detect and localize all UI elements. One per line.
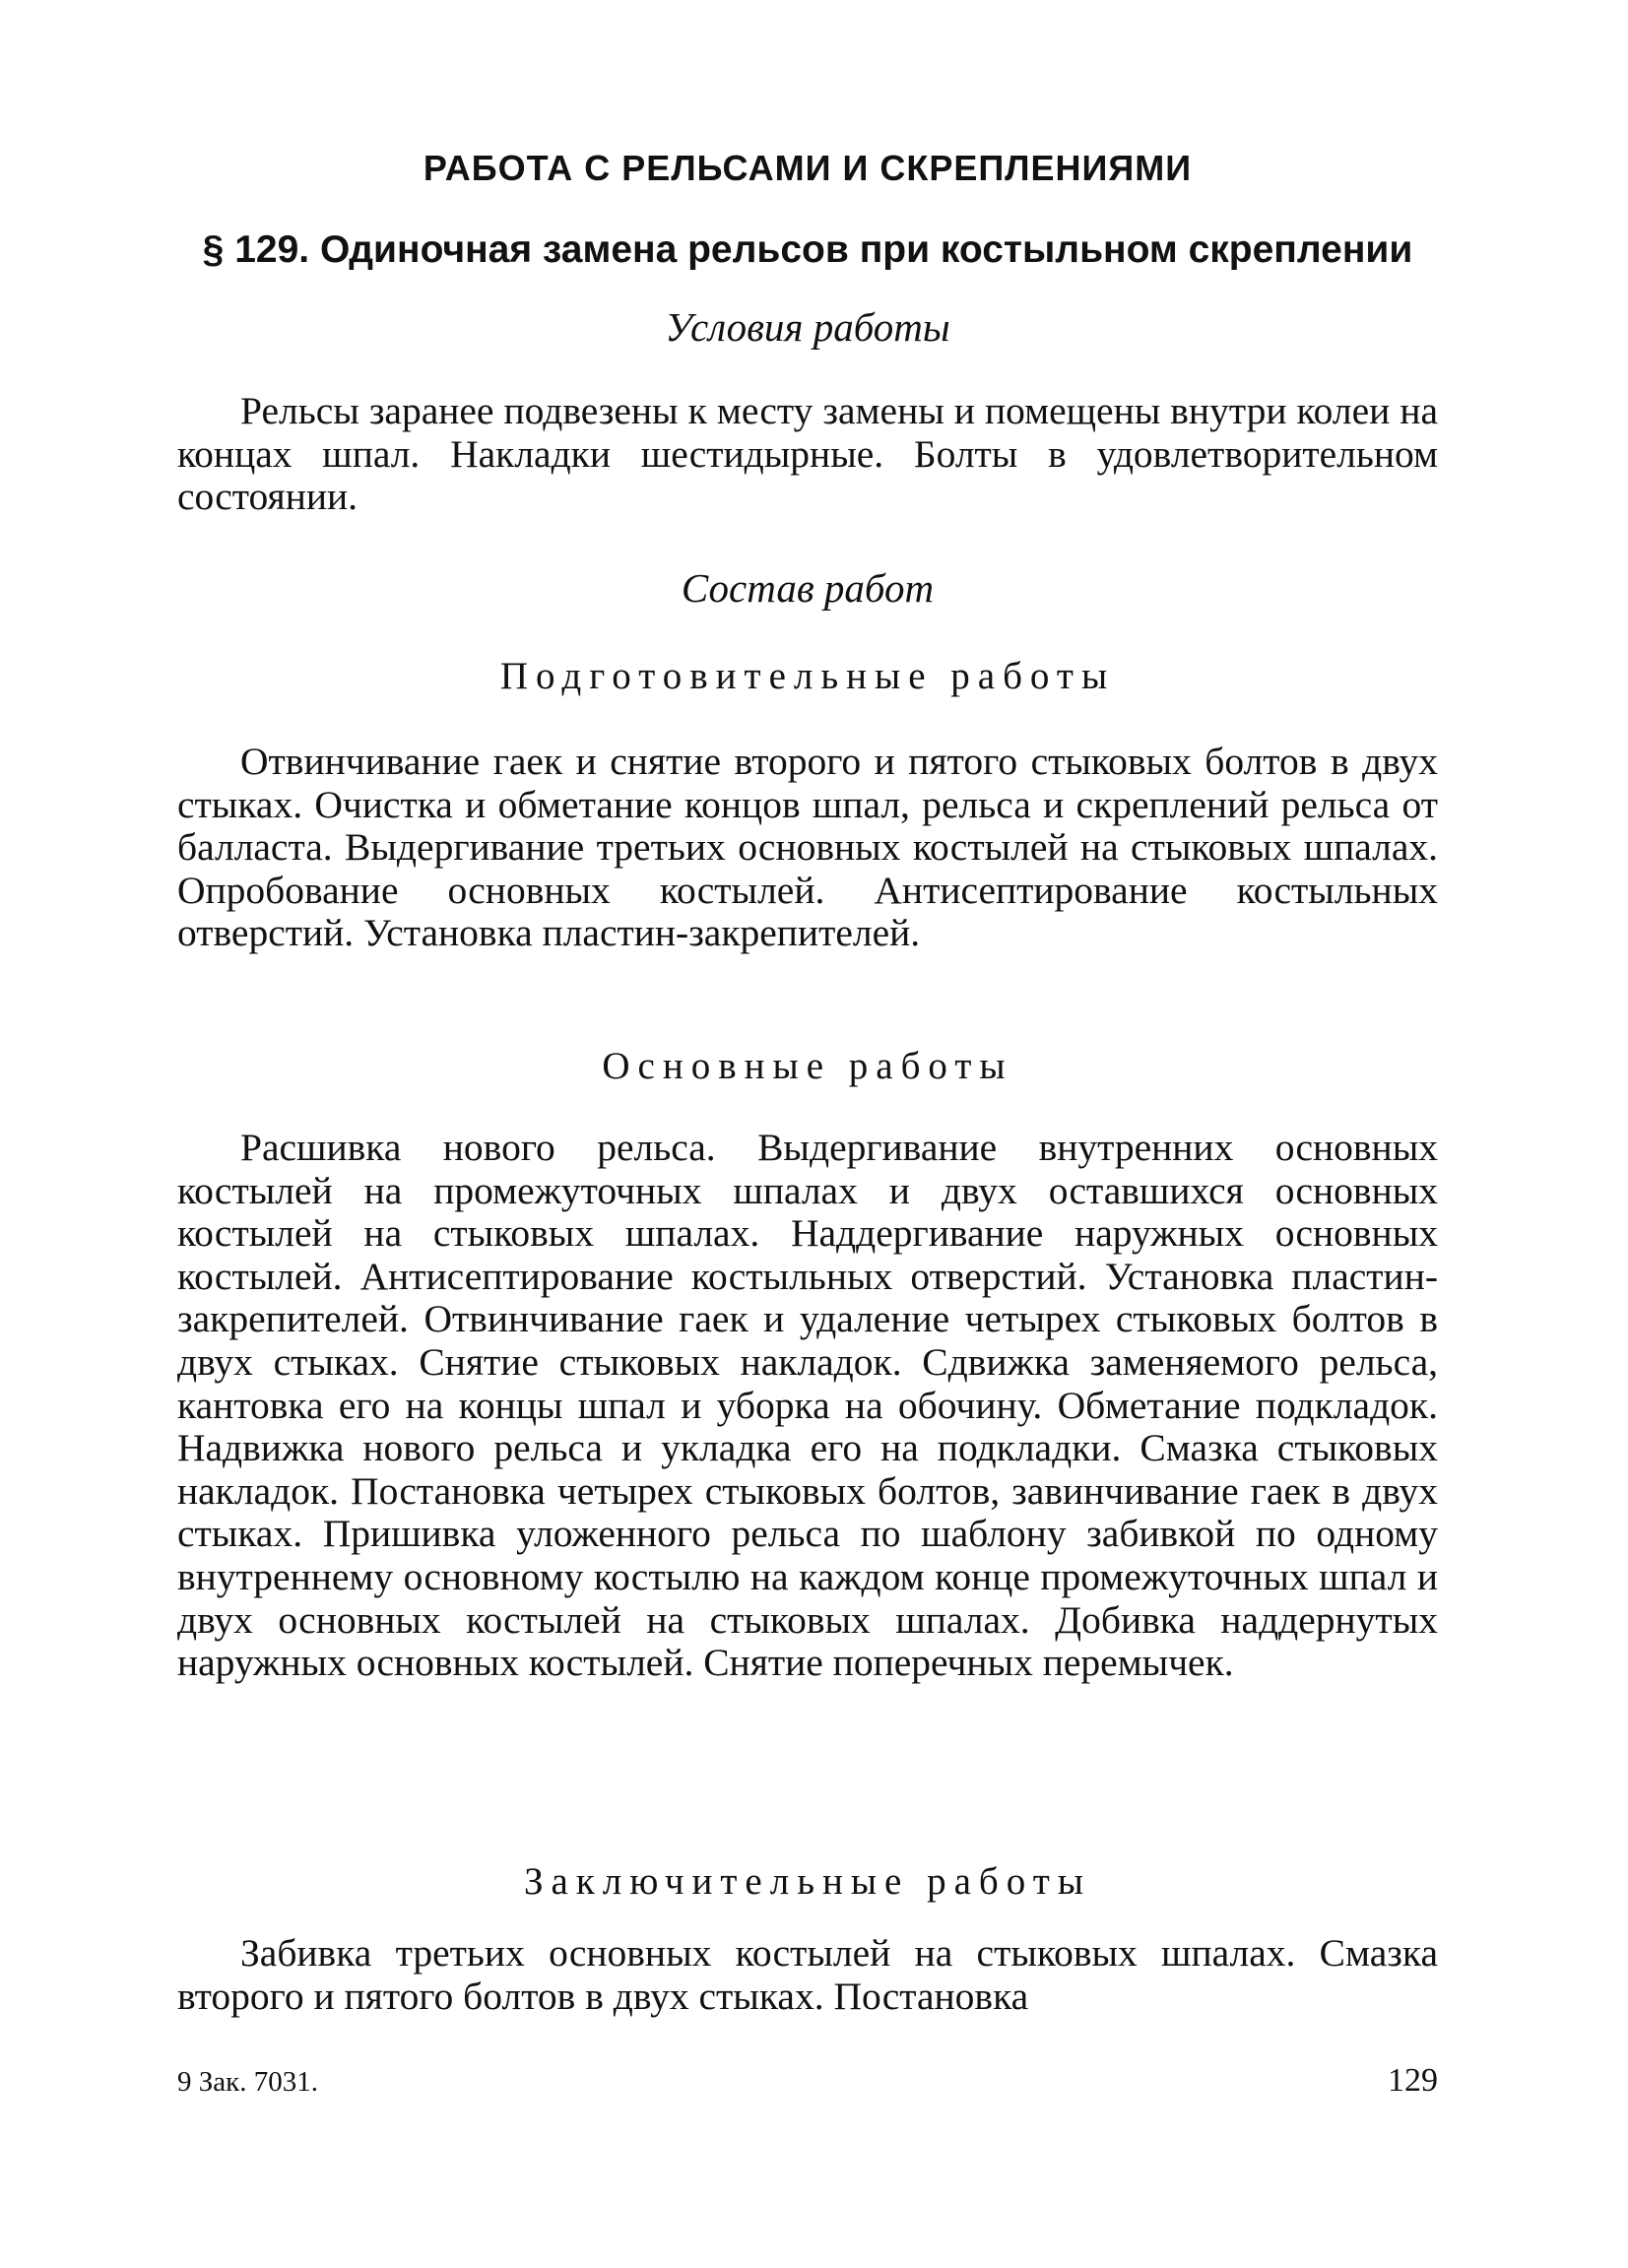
- preparatory-heading: Подготовительные работы: [499, 655, 1116, 697]
- conditions-heading: Условия работы: [665, 304, 950, 350]
- final-work-text: Забивка третьих основных костылей на стыковых шпалах. Смазка второго и пятого болтов в двух стыках. Постановка: [177, 1931, 1438, 2018]
- preparatory-text: Отвинчивание гаек и снятие второго и пятого стыковых болтов в двух стыках. Очистка и обметание концов шпал, рельса и скреплений рельса от балласта. Выдергивание третьих основных костылей на стыковых шпалах. Опробование основных костылей. Антисептирование костыльных отверстий. Установка пластин-закрепителей.: [177, 740, 1438, 955]
- section-heading: РАБОТА С РЕЛЬСАМИ И СКРЕПЛЕНИЯМИ: [423, 148, 1193, 188]
- final-work-heading: Заключительные работы: [523, 1860, 1091, 1903]
- conditions-text: Рельсы заранее подвезены к месту замены и помещены внутри колеи на концах шпал. Накладки шестидырные. Болты в удовлетворительном состоянии.: [177, 389, 1438, 519]
- main-work-heading: Основные работы: [602, 1045, 1013, 1087]
- printer-signature: 9 Зак. 7031.: [177, 2066, 318, 2098]
- paragraph-title: § 129. Одиночная замена рельсов при костыльном скреплении: [202, 228, 1413, 271]
- page-number: 129: [1388, 2062, 1438, 2099]
- composition-heading: Состав работ: [681, 565, 935, 611]
- main-work-text: Расшивка нового рельса. Выдергивание внутренних основных костылей на промежуточных шпалах и двух оставшихся основных костылей на стыковых шпалах. Наддергивание наружных основных костылей. Антисептирование костыльных отверстий. Установка пластин-закрепителей. Отвинчивание гаек и удаление четырех стыковых болтов в двух стыках. Снятие стыковых накладок. Сдвижка заменяемого рельса, кантовка его на концы шпал и уборка на обочину. Обметание подкладок. Надвижка нового рельса и укладка его на подкладки. Смазка стыковых накладок. Постановка четырех стыковых болтов, завинчивание гаек в двух стыках. Пришивка уложенного рельса по шаблону забивкой по одному внутреннему основному костылю на каждом конце промежуточных шпал и двух основных костылей на стыковых шпалах. Добивка наддернутых наружных основных костылей. Снятие поперечных перемычек.: [177, 1126, 1438, 1685]
- book-page: [177, 0, 1438, 2268]
